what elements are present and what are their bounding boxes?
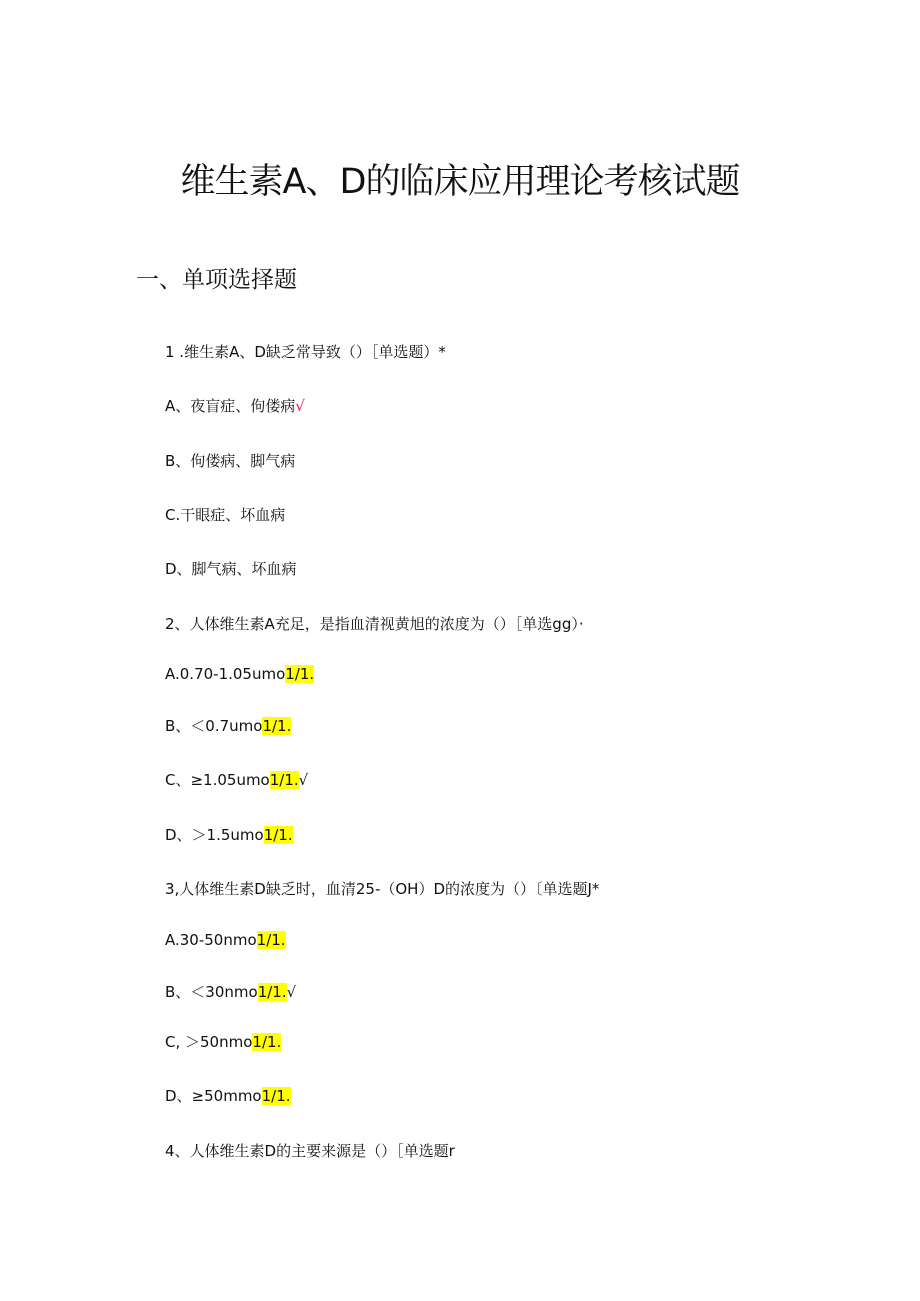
question-3-option-c: [165, 1031, 281, 1053]
option-text: A.0.70-1.05umo: [165, 665, 286, 683]
question-1-option-a: [165, 395, 305, 417]
question-2-stem: 2、人体维生素A充足，是指血清视黄旭的浓度为（）［单选gg）·: [165, 615, 584, 633]
question-1-option-b: B、佝偻病、脚气病: [165, 452, 296, 470]
question-1-option-d: D、脚气病、坏血病: [165, 560, 297, 578]
unit-highlight: 1/1.: [257, 983, 287, 1001]
question-2-option-c: [165, 769, 308, 791]
option-text: B、＜30nmo: [165, 983, 258, 1001]
question-1-option-c: C.干眼症、坏血病: [165, 506, 286, 524]
question-3-option-d: [165, 1085, 291, 1107]
option-text: C、≥1.05umo: [165, 771, 270, 789]
question-1-stem: 1 .维生素A、D缺乏常导致（）［单选题）*: [165, 343, 446, 361]
question-3-stem: 3,人体维生素D缺乏时，血清25-（OH）D的浓度为（）〔单选题J*: [165, 880, 600, 898]
question-2-option-a: [165, 663, 314, 685]
unit-highlight: 1/1.: [285, 665, 315, 683]
unit-highlight: 1/1.: [261, 1087, 291, 1105]
option-text: C, ＞50nmo: [165, 1033, 253, 1051]
option-text: A.30-50nmo: [165, 931, 257, 949]
question-2-option-d: [165, 824, 293, 846]
correct-check-mark: √: [298, 771, 309, 789]
question-3-option-a: [165, 929, 286, 951]
section-heading: 一、单项选择题: [136, 267, 297, 293]
option-text: A、夜盲症、佝偻病: [165, 397, 296, 415]
unit-highlight: 1/1.: [269, 771, 299, 789]
question-4-stem: 4、人体维生素D的主要来源是（）［单选题r: [165, 1142, 455, 1160]
unit-highlight: 1/1.: [262, 717, 292, 735]
question-3-option-b: [165, 981, 296, 1003]
unit-highlight: 1/1.: [263, 826, 293, 844]
unit-highlight: 1/1.: [256, 931, 286, 949]
correct-check-mark: √: [286, 983, 297, 1001]
option-text: D、≥50mmo: [165, 1087, 262, 1105]
document-title: 维生素A、D的临床应用理论考核试题: [180, 162, 740, 202]
unit-highlight: 1/1.: [252, 1033, 282, 1051]
option-text: D、＞1.5umo: [165, 826, 264, 844]
option-text: B、＜0.7umo: [165, 717, 263, 735]
question-2-option-b: [165, 715, 291, 737]
correct-check-mark: √: [295, 397, 305, 415]
